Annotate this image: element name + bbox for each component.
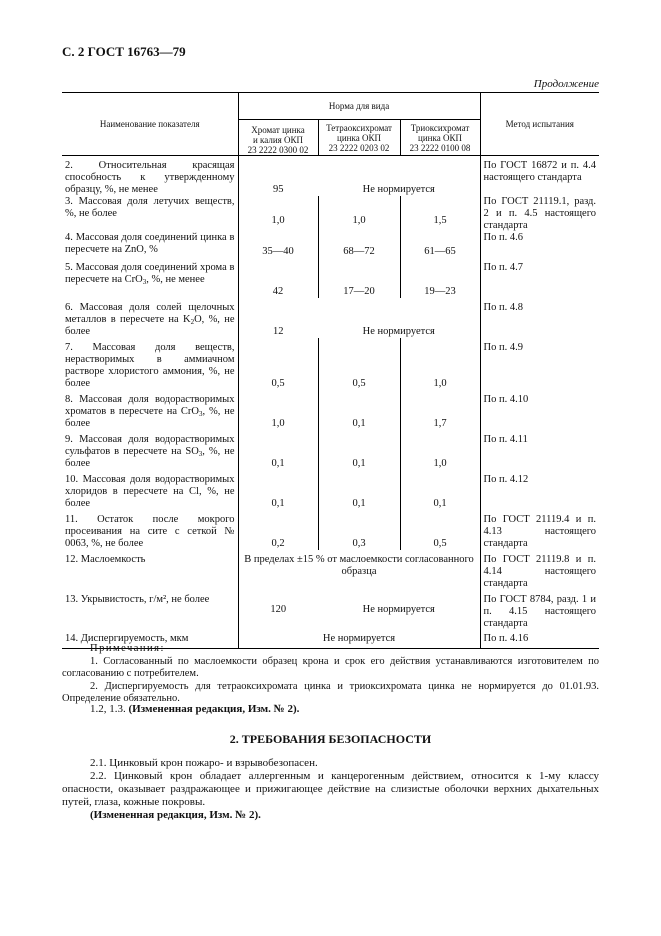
- row-method: По п. 4.10: [480, 390, 599, 430]
- table-row: [62, 590, 599, 630]
- table-row: [62, 430, 599, 470]
- row-value: 0,5: [271, 378, 285, 389]
- page-header: С. 2 ГОСТ 16763—79: [62, 44, 186, 59]
- row-method: По ГОСТ 21119.4 и п. 4.13 настоящего стандарта: [480, 510, 599, 550]
- row-method: По ГОСТ 16872 и п. 4.4 настоящего стандарта: [480, 156, 599, 197]
- row-value: 0,1: [271, 458, 285, 469]
- row-value: 0,1: [318, 430, 400, 470]
- row-value: 1,0: [271, 418, 285, 429]
- table-row: [62, 156, 599, 197]
- row-method: По п. 4.7: [480, 258, 599, 298]
- row-name: 7. Массовая доля веществ, нерастворимых в аммиачном растворе хлористого аммония, %, не более: [62, 338, 238, 390]
- row-value: 35—40: [262, 246, 294, 257]
- notes-block: [62, 643, 599, 706]
- row-value: 95: [273, 184, 284, 195]
- row-name: 9. Массовая доля водорастворимых сульфатов в пересчете на $SO_3$, %, не более: [62, 430, 238, 470]
- row-value: 19—23: [400, 258, 480, 298]
- row-name: 13. Укрывистость, г/м², не более: [62, 590, 238, 630]
- row-value: 0,1: [318, 390, 400, 430]
- row-span-all-value: В пределах ±15 % от маслоемкости согласованного образца: [244, 554, 474, 577]
- row-name: 14. Диспергируемость, мкм: [62, 630, 238, 649]
- section-title: 2. ТРЕБОВАНИЯ БЕЗОПАСНОСТИ: [229, 732, 432, 746]
- row-name: 5. Массовая доля соединений хрома в пересчете на CrO$_3$, %, не менее: [62, 258, 238, 298]
- notes-label: Примечания:: [90, 643, 165, 654]
- row-value: 120: [270, 604, 287, 615]
- continuation-label: Продолжение: [533, 78, 599, 90]
- table-row: [62, 338, 599, 390]
- table-row: [62, 258, 599, 298]
- row-value: 1,5: [400, 196, 480, 232]
- row-value: 61—65: [400, 232, 480, 258]
- row-method: По п. 4.8: [480, 298, 599, 338]
- row-method: По п. 4.16: [480, 630, 599, 649]
- section-body: [62, 757, 599, 822]
- row-name: 12. Маслоемкость: [62, 550, 238, 590]
- col-header-name: Наименование показателя: [62, 93, 238, 156]
- row-value: 1,7: [400, 390, 480, 430]
- row-value: 68—72: [318, 232, 400, 258]
- table-row: [62, 232, 599, 258]
- table-row: [62, 470, 599, 510]
- row-value: 1,0: [318, 196, 400, 232]
- table-row: [62, 390, 599, 430]
- table-row: [62, 298, 599, 338]
- spec-table: [62, 92, 599, 649]
- table-row: [62, 550, 599, 590]
- row-value: 0,2: [271, 538, 285, 549]
- row-value: 17—20: [318, 258, 400, 298]
- row-name: 2. Относительная красящая способность к утвержденному образцу, %, не менее: [62, 156, 238, 197]
- row-value: 0,5: [400, 510, 480, 550]
- paragraph: 2.2. Цинковый крон обладает аллергенным и канцерогенным действием, относится к 1-му классу опасности, оказывает раздражающее и прижигающее действие на слизистые оболочки верхних дыхательных путей, глаза, кожные покровы.: [62, 770, 599, 808]
- amendment-note: (Измененная редакция, Изм. № 2).: [90, 809, 261, 821]
- row-name: 10. Массовая доля водорастворимых хлоридов в пересчете на Cl, %, не более: [62, 470, 238, 510]
- note-item: 1. Согласованный по маслоемкости образец крона и срок его действия устанавливаются изготовителем по согласованию с потребителем.: [62, 655, 599, 679]
- table-row: [62, 510, 599, 550]
- note-item: 2. Диспергируемость для тетраоксихромата цинка и триоксихромата цинка не нормируется до 01.01.93. Определение обязательно.: [62, 680, 599, 704]
- row-span-value: Не нормируется: [362, 184, 435, 195]
- row-name: 3. Массовая доля летучих веществ, %, не более: [62, 196, 238, 232]
- row-value: 42: [272, 286, 284, 297]
- row-name: 8. Массовая доля водорастворимых хроматов в пересчете на CrO$_3$, %, не более: [62, 390, 238, 430]
- row-value: 1,0: [271, 215, 285, 226]
- row-name: 6. Массовая доля солей щелочных металлов в пересчете на $K_2O$, %, не более: [62, 298, 238, 338]
- row-name: 11. Остаток после мокрого просеивания на сите с сеткой № 0063, %, не более: [62, 510, 238, 550]
- sub-col-2: Тетраоксихромат цинка ОКП 23 2222 0203 02: [318, 120, 400, 156]
- row-method: По ГОСТ 21119.8 и п. 4.14 настоящего стандарта: [480, 550, 599, 590]
- sub-col-1: Хромат цинка и калия ОКП 23 2222 0300 02: [238, 120, 318, 156]
- sub-col-3: Триоксихромат цинка ОКП 23 2222 0100 08: [400, 120, 480, 156]
- row-method: По ГОСТ 8784, разд. 1 и п. 4.15 настоящего стандарта: [480, 590, 599, 630]
- row-value: 0,1: [400, 470, 480, 510]
- row-value: 1,0: [400, 430, 480, 470]
- row-value: 0,3: [318, 510, 400, 550]
- col-header-method: Метод испытания: [480, 93, 599, 156]
- row-method: По п. 4.12: [480, 470, 599, 510]
- row-method: По п. 4.11: [480, 430, 599, 470]
- row-method: По ГОСТ 21119.1, разд. 2 и п. 4.5 настоящего стандарта: [480, 196, 599, 232]
- row-method: По п. 4.9: [480, 338, 599, 390]
- row-span-value: Не нормируется: [362, 326, 435, 337]
- row-value: 12: [273, 326, 284, 337]
- row-method: По п. 4.6: [480, 232, 599, 258]
- row-span-value: Не нормируется: [362, 604, 435, 615]
- col-header-norm: Норма для вида: [238, 93, 480, 120]
- row-value: 1,0: [400, 338, 480, 390]
- row-value: 0,1: [318, 470, 400, 510]
- amendment-note: 1.2, 1.3. (Измененная редакция, Изм. № 2).: [90, 703, 300, 715]
- row-value: 0,5: [318, 338, 400, 390]
- row-name: 4. Массовая доля соединений цинка в пересчете на ZnO, %: [62, 232, 238, 258]
- paragraph: 2.1. Цинковый крон пожаро- и взрывобезопасен.: [90, 757, 318, 769]
- row-span-all-value: Не нормируется: [238, 630, 480, 649]
- table-row: [62, 196, 599, 232]
- row-value: 0,1: [271, 498, 285, 509]
